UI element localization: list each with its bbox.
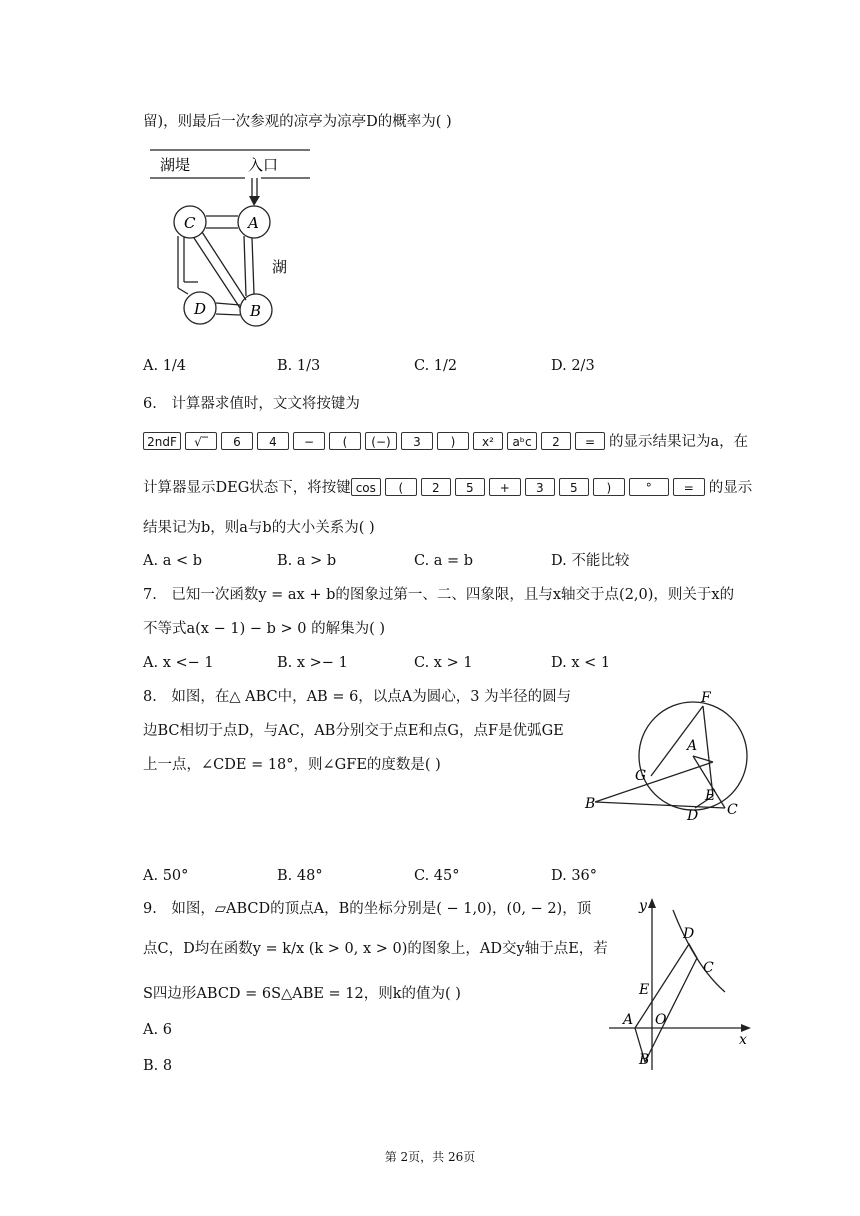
key-equals-2: = — [673, 478, 705, 496]
label-D8: D — [687, 808, 699, 824]
page-footer: 第 2页，共 26页 — [384, 1150, 476, 1164]
q6-option-d: D. 不能比较 — [551, 553, 630, 569]
q6-after-keys-1: 的显示结果记为a，在 — [609, 434, 749, 450]
q8-option-a: A. 50° — [143, 868, 189, 884]
q7-option-c: C. x > 1 — [414, 655, 473, 671]
q6-option-b: B. a > b — [277, 553, 337, 569]
key-fraction: aᵇc — [507, 432, 537, 450]
key-5b: 5 — [559, 478, 589, 496]
q5-option-d: D. 2/3 — [551, 358, 595, 374]
q5-pavilion-figure — [148, 140, 318, 340]
label-A8: A — [687, 738, 698, 754]
q7-option-d: D. x < 1 — [551, 655, 611, 671]
q8-option-c: C. 45° — [414, 868, 460, 884]
q8-option-d: D. 36° — [551, 868, 598, 884]
label-B: B — [250, 302, 262, 320]
q6-stem-1: 6. 计算器求值时，文文将按键为 — [143, 396, 360, 412]
q5-stem-tail: 留)，则最后一次参观的凉亭为凉亭D的概率为( ) — [143, 114, 452, 130]
key-lparen: ( — [329, 432, 361, 450]
key-negate: (−) — [365, 432, 397, 450]
key-6: 6 — [221, 432, 253, 450]
q8-circle-figure — [583, 684, 763, 824]
label-D9: D — [683, 926, 695, 942]
key-4: 4 — [257, 432, 289, 450]
label-lake: 湖 — [272, 258, 288, 276]
label-G: G — [635, 768, 647, 784]
key-3: 3 — [401, 432, 433, 450]
key-equals: = — [575, 432, 605, 450]
key-plus: + — [489, 478, 521, 496]
q8-stem-1: 8. 如图，在△ ABC中，AB = 6，以点A为圆心，3 为半径的圆与 — [143, 689, 572, 705]
key-rparen: ) — [437, 432, 469, 450]
label-y: y — [639, 898, 647, 914]
q8-stem-2: 边BC相切于点D，与AC，AB分别交于点E和点G，点F是优弧GE — [143, 723, 564, 739]
q5-option-a: A. 1/4 — [143, 358, 187, 374]
key-5: 5 — [455, 478, 485, 496]
key-3b: 3 — [525, 478, 555, 496]
q9-stem-2: 点C，D均在函数y = k/x (k > 0, x > 0)的图象上，AD交y轴于点E，若 — [143, 941, 608, 957]
q5-option-c: C. 1/2 — [414, 358, 458, 374]
q6-option-c: C. a = b — [414, 553, 474, 569]
key-2: 2 — [541, 432, 571, 450]
q8-option-b: B. 48° — [277, 868, 323, 884]
key-2b: 2 — [421, 478, 451, 496]
q5-option-b: B. 1/3 — [277, 358, 321, 374]
q6-key-sequence-1 — [143, 430, 748, 451]
label-O: O — [655, 1012, 667, 1028]
label-dike: 湖堤 — [160, 156, 191, 174]
q6-after-keys-2: 的显示 — [708, 480, 753, 496]
label-entrance: 入口 — [248, 156, 279, 174]
label-x: x — [739, 1032, 747, 1048]
q8-stem-3: 上一点，∠CDE = 18°，则∠GFE的度数是( ) — [143, 757, 441, 773]
label-F: F — [701, 690, 711, 706]
q9-coordinate-figure — [605, 896, 755, 1072]
label-C: C — [184, 214, 196, 232]
q6-option-a: A. a < b — [143, 553, 202, 569]
q9-option-a: A. 6 — [143, 1022, 172, 1038]
q6-stem-2: 计算器显示DEG状态下，将按键 — [143, 480, 351, 496]
q9-stem-1: 9. 如图，▱ABCD的顶点A，B的坐标分别是( − 1,0)，(0, − 2)，顶 — [143, 901, 592, 917]
q7-option-a: A. x <− 1 — [143, 655, 214, 671]
label-B8: B — [585, 796, 596, 812]
q6-key-sequence-2 — [143, 476, 752, 497]
q9-stem-3: S四边形ABCD = 6S△ABE = 12，则k的值为( ) — [143, 986, 461, 1002]
q9-option-b: B. 8 — [143, 1058, 173, 1074]
q7-stem-2: 不等式a(x − 1) − b > 0 的解集为( ) — [143, 621, 386, 637]
q7-option-b: B. x >− 1 — [277, 655, 348, 671]
label-E9: E — [639, 982, 650, 998]
label-B9: B — [639, 1052, 650, 1068]
label-C9: C — [703, 960, 714, 976]
key-degree: ° — [629, 478, 669, 496]
label-A9: A — [623, 1012, 634, 1028]
label-C8: C — [727, 802, 738, 818]
key-minus: − — [293, 432, 325, 450]
label-E: E — [705, 788, 716, 804]
key-square: x² — [473, 432, 503, 450]
key-sqrt: √‾ — [185, 432, 217, 450]
key-cos: cos — [351, 478, 381, 496]
key-2ndf: 2ndF — [143, 432, 181, 450]
key-rparen-2: ) — [593, 478, 625, 496]
label-D: D — [194, 300, 207, 318]
q6-stem-3: 结果记为b，则a与b的大小关系为( ) — [143, 520, 375, 536]
q7-stem-1: 7. 已知一次函数y = ax + b的图象过第一、二、四象限，且与x轴交于点(2,0)，则关于x的 — [143, 587, 735, 603]
label-A: A — [248, 214, 259, 232]
key-lparen-2: ( — [385, 478, 417, 496]
